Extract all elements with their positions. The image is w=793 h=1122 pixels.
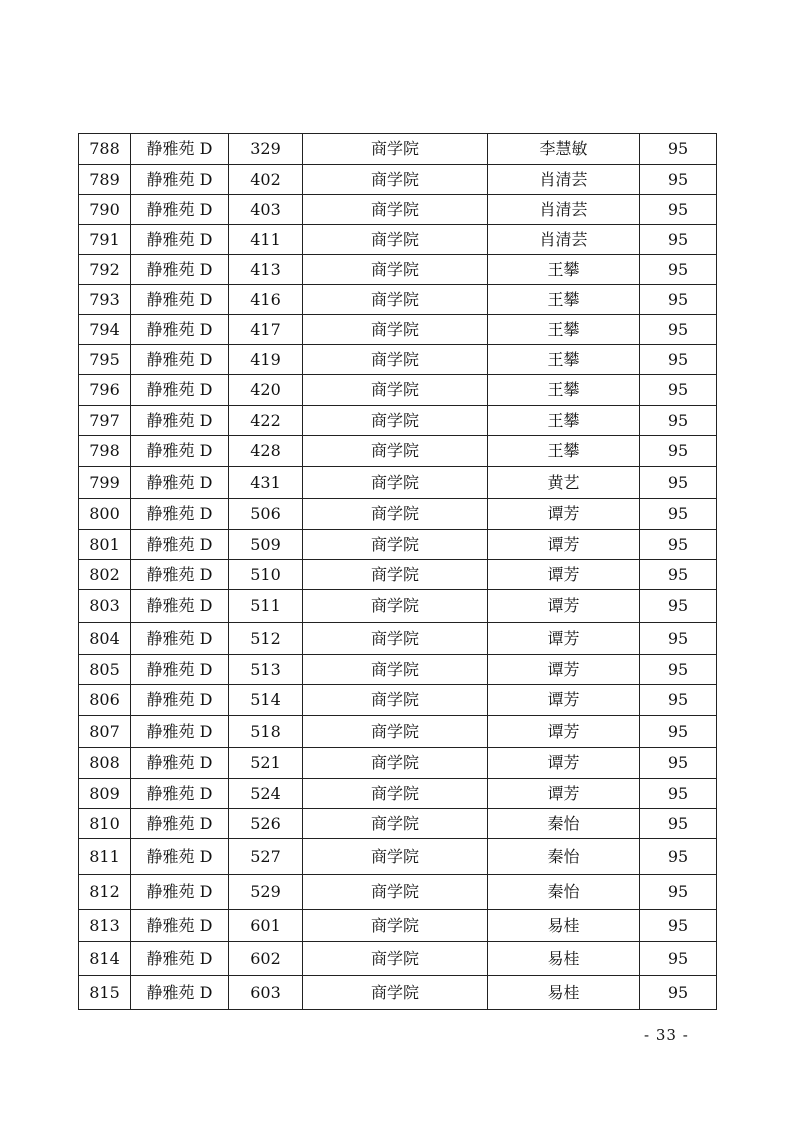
score-cell: 95 — [640, 716, 717, 748]
room-number-cell: 402 — [229, 165, 303, 195]
table-row — [79, 195, 717, 225]
row-number-cell: 795 — [79, 345, 131, 375]
row-number-cell: 804 — [79, 623, 131, 655]
room-number-cell: 512 — [229, 623, 303, 655]
row-number-cell: 802 — [79, 560, 131, 590]
row-number-cell: 797 — [79, 406, 131, 436]
score-cell: 95 — [640, 134, 717, 165]
room-number-cell: 603 — [229, 976, 303, 1010]
table-row — [79, 560, 717, 590]
resident-name-cell: 谭芳 — [488, 748, 640, 779]
score-cell: 95 — [640, 779, 717, 809]
resident-name-cell: 王攀 — [488, 375, 640, 406]
college-cell: 商学院 — [303, 875, 488, 910]
score-cell: 95 — [640, 345, 717, 375]
room-number-cell: 417 — [229, 315, 303, 345]
room-number-cell: 524 — [229, 779, 303, 809]
college-cell: 商学院 — [303, 134, 488, 165]
table-row — [79, 716, 717, 748]
table-row — [79, 910, 717, 942]
building-cell: 静雅苑 D — [131, 467, 229, 499]
room-number-cell: 419 — [229, 345, 303, 375]
college-cell: 商学院 — [303, 165, 488, 195]
table-row — [79, 655, 717, 685]
building-cell: 静雅苑 D — [131, 590, 229, 623]
row-number-cell: 793 — [79, 285, 131, 315]
building-cell: 静雅苑 D — [131, 685, 229, 716]
room-number-cell: 403 — [229, 195, 303, 225]
row-number-cell: 811 — [79, 839, 131, 875]
row-number-cell: 807 — [79, 716, 131, 748]
row-number-cell: 789 — [79, 165, 131, 195]
room-number-cell: 413 — [229, 255, 303, 285]
resident-name-cell: 秦怡 — [488, 839, 640, 875]
room-number-cell: 511 — [229, 590, 303, 623]
college-cell: 商学院 — [303, 375, 488, 406]
score-cell: 95 — [640, 809, 717, 839]
college-cell: 商学院 — [303, 839, 488, 875]
room-number-cell: 602 — [229, 942, 303, 976]
room-number-cell: 416 — [229, 285, 303, 315]
college-cell: 商学院 — [303, 685, 488, 716]
score-cell: 95 — [640, 467, 717, 499]
table-body — [79, 134, 717, 1010]
score-cell: 95 — [640, 375, 717, 406]
resident-name-cell: 易桂 — [488, 910, 640, 942]
college-cell: 商学院 — [303, 716, 488, 748]
college-cell: 商学院 — [303, 748, 488, 779]
building-cell: 静雅苑 D — [131, 530, 229, 560]
building-cell: 静雅苑 D — [131, 255, 229, 285]
college-cell: 商学院 — [303, 499, 488, 530]
row-number-cell: 805 — [79, 655, 131, 685]
table-row — [79, 809, 717, 839]
table-row — [79, 225, 717, 255]
college-cell: 商学院 — [303, 345, 488, 375]
building-cell: 静雅苑 D — [131, 839, 229, 875]
table-row — [79, 134, 717, 165]
resident-name-cell: 王攀 — [488, 406, 640, 436]
score-cell: 95 — [640, 436, 717, 467]
building-cell: 静雅苑 D — [131, 165, 229, 195]
row-number-cell: 796 — [79, 375, 131, 406]
building-cell: 静雅苑 D — [131, 875, 229, 910]
building-cell: 静雅苑 D — [131, 910, 229, 942]
college-cell: 商学院 — [303, 779, 488, 809]
building-cell: 静雅苑 D — [131, 375, 229, 406]
building-cell: 静雅苑 D — [131, 134, 229, 165]
score-cell: 95 — [640, 165, 717, 195]
row-number-cell: 794 — [79, 315, 131, 345]
score-cell: 95 — [640, 655, 717, 685]
room-number-cell: 527 — [229, 839, 303, 875]
score-cell: 95 — [640, 499, 717, 530]
resident-name-cell: 谭芳 — [488, 779, 640, 809]
score-cell: 95 — [640, 530, 717, 560]
college-cell: 商学院 — [303, 285, 488, 315]
row-number-cell: 806 — [79, 685, 131, 716]
college-cell: 商学院 — [303, 655, 488, 685]
room-number-cell: 431 — [229, 467, 303, 499]
college-cell: 商学院 — [303, 530, 488, 560]
room-number-cell: 420 — [229, 375, 303, 406]
college-cell: 商学院 — [303, 623, 488, 655]
building-cell: 静雅苑 D — [131, 225, 229, 255]
resident-name-cell: 谭芳 — [488, 560, 640, 590]
college-cell: 商学院 — [303, 315, 488, 345]
table-row — [79, 942, 717, 976]
score-cell: 95 — [640, 195, 717, 225]
table-row — [79, 530, 717, 560]
room-number-cell: 510 — [229, 560, 303, 590]
building-cell: 静雅苑 D — [131, 976, 229, 1010]
resident-name-cell: 谭芳 — [488, 530, 640, 560]
college-cell: 商学院 — [303, 406, 488, 436]
resident-name-cell: 王攀 — [488, 255, 640, 285]
room-number-cell: 529 — [229, 875, 303, 910]
room-number-cell: 422 — [229, 406, 303, 436]
table-row — [79, 499, 717, 530]
building-cell: 静雅苑 D — [131, 436, 229, 467]
row-number-cell: 809 — [79, 779, 131, 809]
building-cell: 静雅苑 D — [131, 195, 229, 225]
table-row — [79, 839, 717, 875]
table-row — [79, 623, 717, 655]
row-number-cell: 788 — [79, 134, 131, 165]
score-cell: 95 — [640, 748, 717, 779]
resident-name-cell: 秦怡 — [488, 875, 640, 910]
resident-name-cell: 谭芳 — [488, 685, 640, 716]
table-row — [79, 779, 717, 809]
table-row — [79, 976, 717, 1010]
building-cell: 静雅苑 D — [131, 716, 229, 748]
resident-name-cell: 王攀 — [488, 436, 640, 467]
room-number-cell: 601 — [229, 910, 303, 942]
row-number-cell: 790 — [79, 195, 131, 225]
room-number-cell: 518 — [229, 716, 303, 748]
score-cell: 95 — [640, 910, 717, 942]
table-row — [79, 406, 717, 436]
resident-name-cell: 秦怡 — [488, 809, 640, 839]
college-cell: 商学院 — [303, 560, 488, 590]
resident-name-cell: 肖清芸 — [488, 225, 640, 255]
building-cell: 静雅苑 D — [131, 623, 229, 655]
row-number-cell: 813 — [79, 910, 131, 942]
resident-name-cell: 李慧敏 — [488, 134, 640, 165]
score-cell: 95 — [640, 685, 717, 716]
room-number-cell: 329 — [229, 134, 303, 165]
table-row — [79, 165, 717, 195]
score-cell: 95 — [640, 225, 717, 255]
resident-name-cell: 肖清芸 — [488, 165, 640, 195]
college-cell: 商学院 — [303, 436, 488, 467]
row-number-cell: 801 — [79, 530, 131, 560]
page-number: - 33 - — [644, 1026, 689, 1044]
score-cell: 95 — [640, 590, 717, 623]
building-cell: 静雅苑 D — [131, 942, 229, 976]
resident-name-cell: 王攀 — [488, 315, 640, 345]
resident-name-cell: 黄艺 — [488, 467, 640, 499]
score-cell: 95 — [640, 942, 717, 976]
building-cell: 静雅苑 D — [131, 809, 229, 839]
college-cell: 商学院 — [303, 255, 488, 285]
table-row — [79, 285, 717, 315]
score-cell: 95 — [640, 875, 717, 910]
row-number-cell: 798 — [79, 436, 131, 467]
building-cell: 静雅苑 D — [131, 406, 229, 436]
college-cell: 商学院 — [303, 225, 488, 255]
resident-name-cell: 王攀 — [488, 345, 640, 375]
score-cell: 95 — [640, 315, 717, 345]
college-cell: 商学院 — [303, 590, 488, 623]
college-cell: 商学院 — [303, 809, 488, 839]
row-number-cell: 799 — [79, 467, 131, 499]
resident-name-cell: 谭芳 — [488, 499, 640, 530]
building-cell: 静雅苑 D — [131, 285, 229, 315]
building-cell: 静雅苑 D — [131, 345, 229, 375]
table-row — [79, 590, 717, 623]
building-cell: 静雅苑 D — [131, 748, 229, 779]
table-row — [79, 748, 717, 779]
college-cell: 商学院 — [303, 910, 488, 942]
college-cell: 商学院 — [303, 976, 488, 1010]
resident-name-cell: 谭芳 — [488, 716, 640, 748]
table-row — [79, 255, 717, 285]
room-number-cell: 526 — [229, 809, 303, 839]
resident-name-cell: 易桂 — [488, 942, 640, 976]
row-number-cell: 810 — [79, 809, 131, 839]
room-number-cell: 521 — [229, 748, 303, 779]
resident-name-cell: 谭芳 — [488, 590, 640, 623]
table-row — [79, 436, 717, 467]
row-number-cell: 803 — [79, 590, 131, 623]
table-row — [79, 875, 717, 910]
building-cell: 静雅苑 D — [131, 779, 229, 809]
building-cell: 静雅苑 D — [131, 499, 229, 530]
room-number-cell: 509 — [229, 530, 303, 560]
room-number-cell: 514 — [229, 685, 303, 716]
row-number-cell: 791 — [79, 225, 131, 255]
table-row — [79, 467, 717, 499]
table-row — [79, 375, 717, 406]
row-number-cell: 815 — [79, 976, 131, 1010]
college-cell: 商学院 — [303, 467, 488, 499]
table-row — [79, 315, 717, 345]
table-row — [79, 685, 717, 716]
table-row — [79, 345, 717, 375]
resident-name-cell: 谭芳 — [488, 655, 640, 685]
score-cell: 95 — [640, 839, 717, 875]
score-cell: 95 — [640, 623, 717, 655]
score-cell: 95 — [640, 560, 717, 590]
room-number-cell: 506 — [229, 499, 303, 530]
building-cell: 静雅苑 D — [131, 560, 229, 590]
row-number-cell: 800 — [79, 499, 131, 530]
row-number-cell: 808 — [79, 748, 131, 779]
row-number-cell: 812 — [79, 875, 131, 910]
room-number-cell: 428 — [229, 436, 303, 467]
resident-name-cell: 谭芳 — [488, 623, 640, 655]
resident-name-cell: 肖清芸 — [488, 195, 640, 225]
room-number-cell: 513 — [229, 655, 303, 685]
building-cell: 静雅苑 D — [131, 655, 229, 685]
row-number-cell: 792 — [79, 255, 131, 285]
score-cell: 95 — [640, 976, 717, 1010]
row-number-cell: 814 — [79, 942, 131, 976]
score-cell: 95 — [640, 255, 717, 285]
dormitory-score-table — [78, 133, 717, 1010]
college-cell: 商学院 — [303, 195, 488, 225]
college-cell: 商学院 — [303, 942, 488, 976]
resident-name-cell: 易桂 — [488, 976, 640, 1010]
score-cell: 95 — [640, 406, 717, 436]
room-number-cell: 411 — [229, 225, 303, 255]
score-cell: 95 — [640, 285, 717, 315]
resident-name-cell: 王攀 — [488, 285, 640, 315]
building-cell: 静雅苑 D — [131, 315, 229, 345]
